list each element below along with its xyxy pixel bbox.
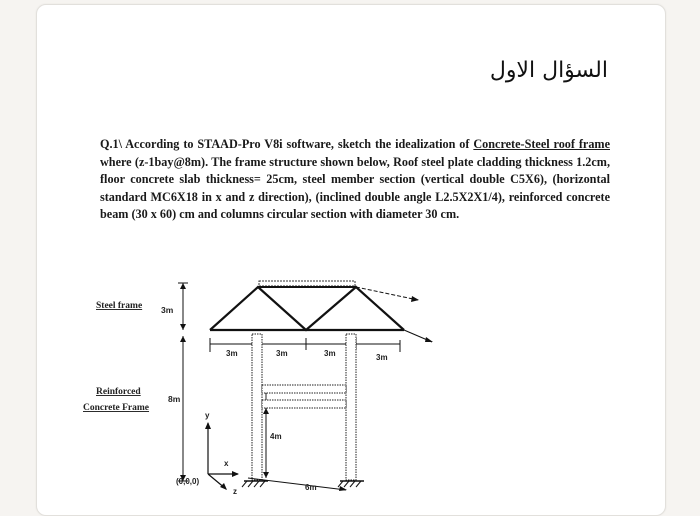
origin-label: (0,0,0) xyxy=(176,477,200,486)
perspective-arrow xyxy=(425,337,433,342)
bay-label-1: 3m xyxy=(226,349,238,358)
axis-x-label: x xyxy=(224,459,229,468)
support-right-hatch-4 xyxy=(356,481,361,487)
support-right-hatch-3 xyxy=(350,481,355,487)
axis-z-label: z xyxy=(233,487,237,496)
steel-height-label: 3m xyxy=(161,305,174,315)
rc-beam-lower xyxy=(262,400,346,408)
support-left-hatch-1 xyxy=(242,481,247,487)
axis-y-arrow xyxy=(205,422,211,429)
bay-label-4: 3m xyxy=(376,353,388,362)
support-right-hatch-1 xyxy=(338,481,343,487)
rc-height-label: 8m xyxy=(168,394,181,404)
roof-plate xyxy=(259,281,355,286)
steel-dim-arrow-up xyxy=(180,283,186,289)
base-span-label: 6m xyxy=(305,483,317,492)
rc-column-right xyxy=(346,334,356,480)
mid-dim-arrow-down xyxy=(263,472,269,478)
rc-column-left xyxy=(252,334,262,480)
rc-frame-label-2: Concrete Frame xyxy=(83,403,150,413)
axis-z-arrow xyxy=(220,483,227,490)
inclined-member-right xyxy=(356,287,418,300)
mid-dim-arrow-up xyxy=(263,408,269,414)
steel-truss xyxy=(210,287,404,330)
support-left-hatch-3 xyxy=(254,481,259,487)
rc-beam-upper xyxy=(262,385,346,393)
support-left-hatch-4 xyxy=(260,481,265,487)
steel-dim-arrow-down xyxy=(180,324,186,330)
bay-label-3: 3m xyxy=(324,349,336,358)
question-title: السؤال الاول xyxy=(489,58,608,83)
inclined-arrow-right xyxy=(411,296,419,302)
support-left-hatch-2 xyxy=(248,481,253,487)
bay-label-2: 3m xyxy=(276,349,288,358)
axis-y-label: y xyxy=(205,411,210,420)
question-part-2: where (z-1bay@8m). The frame structure shown below, Roof steel plate cladding thickness 1.2cm, floor concrete slab thickness= 25cm, steel member section (vertical double C5X6), (horizontal standard MC6X18 in x and z direction), (inclined double angle L2.5X2X1/4), reinforced concrete beam (30 x 60) cm and columns circular section with diameter 30 cm. xyxy=(100,154,610,222)
steel-frame-label: Steel frame xyxy=(96,301,143,311)
support-right-hatch-2 xyxy=(344,481,349,487)
axis-x-arrow xyxy=(232,471,239,477)
rc-dim-arrow-up xyxy=(180,336,186,342)
rc-frame-label-1: Reinforced xyxy=(96,387,141,397)
question-part-1: Q.1\ According to STAAD-Pro V8i software, sketch the idealization of xyxy=(100,137,474,151)
mid-height-label: 4m xyxy=(270,432,282,441)
question-underlined-term: Concrete-Steel roof frame xyxy=(473,137,610,151)
